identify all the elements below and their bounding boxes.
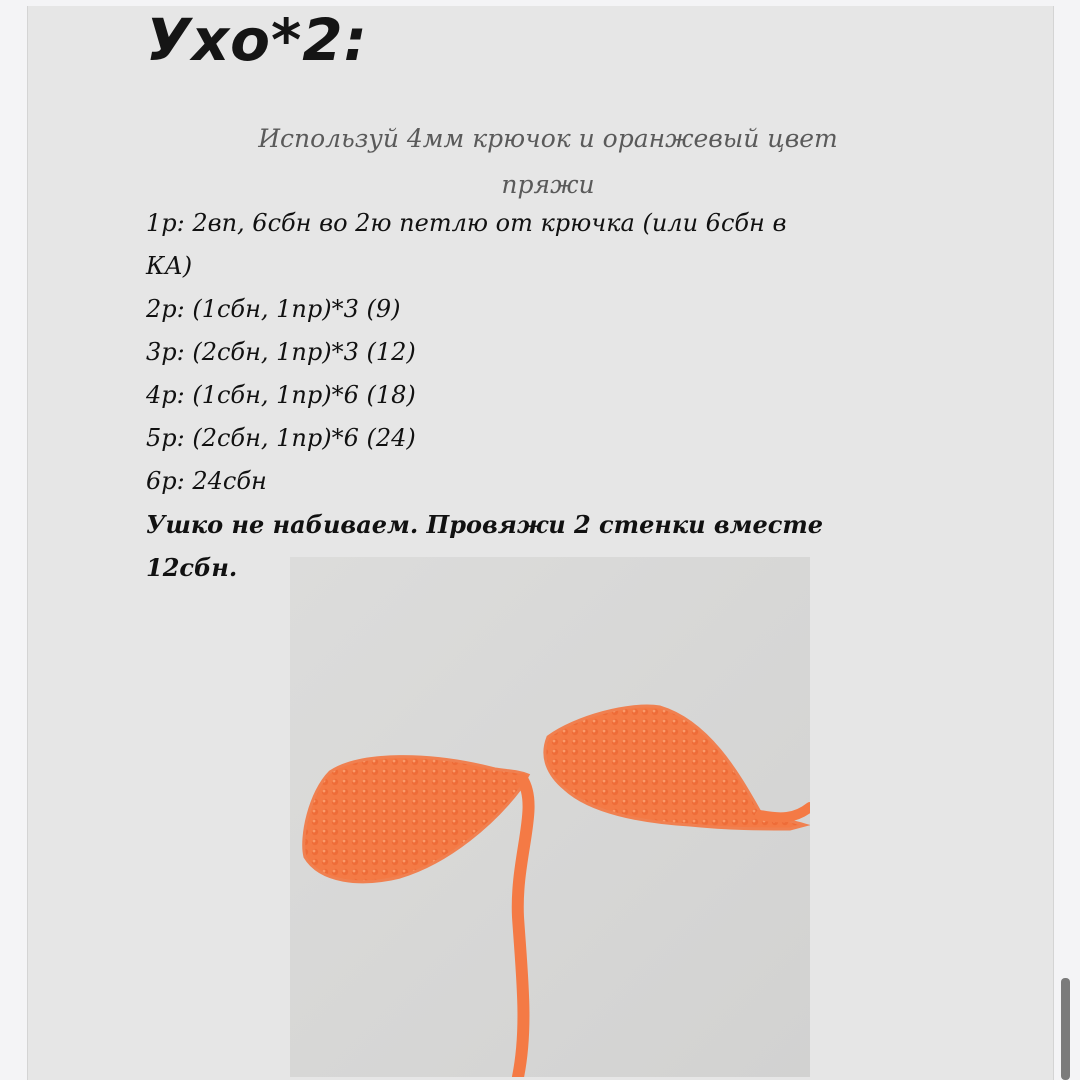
finishing-note: Ушко не набиваем. Провяжи 2 стенки вместе xyxy=(146,510,824,539)
subtitle-line-2: пряжи xyxy=(501,170,595,199)
pattern-row-5: 5р: (2сбн, 1пр)*6 (24) xyxy=(146,424,416,452)
pattern-row-4: 4р: (1сбн, 1пр)*6 (18) xyxy=(146,381,416,409)
pattern-row-6: 6р: 24сбн xyxy=(146,467,267,495)
scrollbar-thumb[interactable] xyxy=(1061,978,1070,1080)
subtitle-line-1: Используй 4мм крючок и оранжевый цвет xyxy=(258,124,838,153)
page-title: Ухо*2: xyxy=(146,6,368,74)
instructions-subtitle xyxy=(188,116,908,208)
finishing-note-cont: 12сбн. xyxy=(146,553,238,582)
pattern-row-1: 1р: 2вп, 6сбн во 2ю петлю от крючка (или 6сбн в xyxy=(146,209,787,237)
pattern-row-2: 2р: (1сбн, 1пр)*3 (9) xyxy=(146,295,401,323)
crochet-ears-illustration xyxy=(290,557,810,1077)
pattern-rows xyxy=(146,202,926,589)
document-page xyxy=(27,6,1054,1080)
crochet-ears-photo xyxy=(290,557,810,1077)
pattern-row-3: 3р: (2сбн, 1пр)*3 (12) xyxy=(146,338,416,366)
pattern-row-1-cont: КА) xyxy=(146,252,193,280)
